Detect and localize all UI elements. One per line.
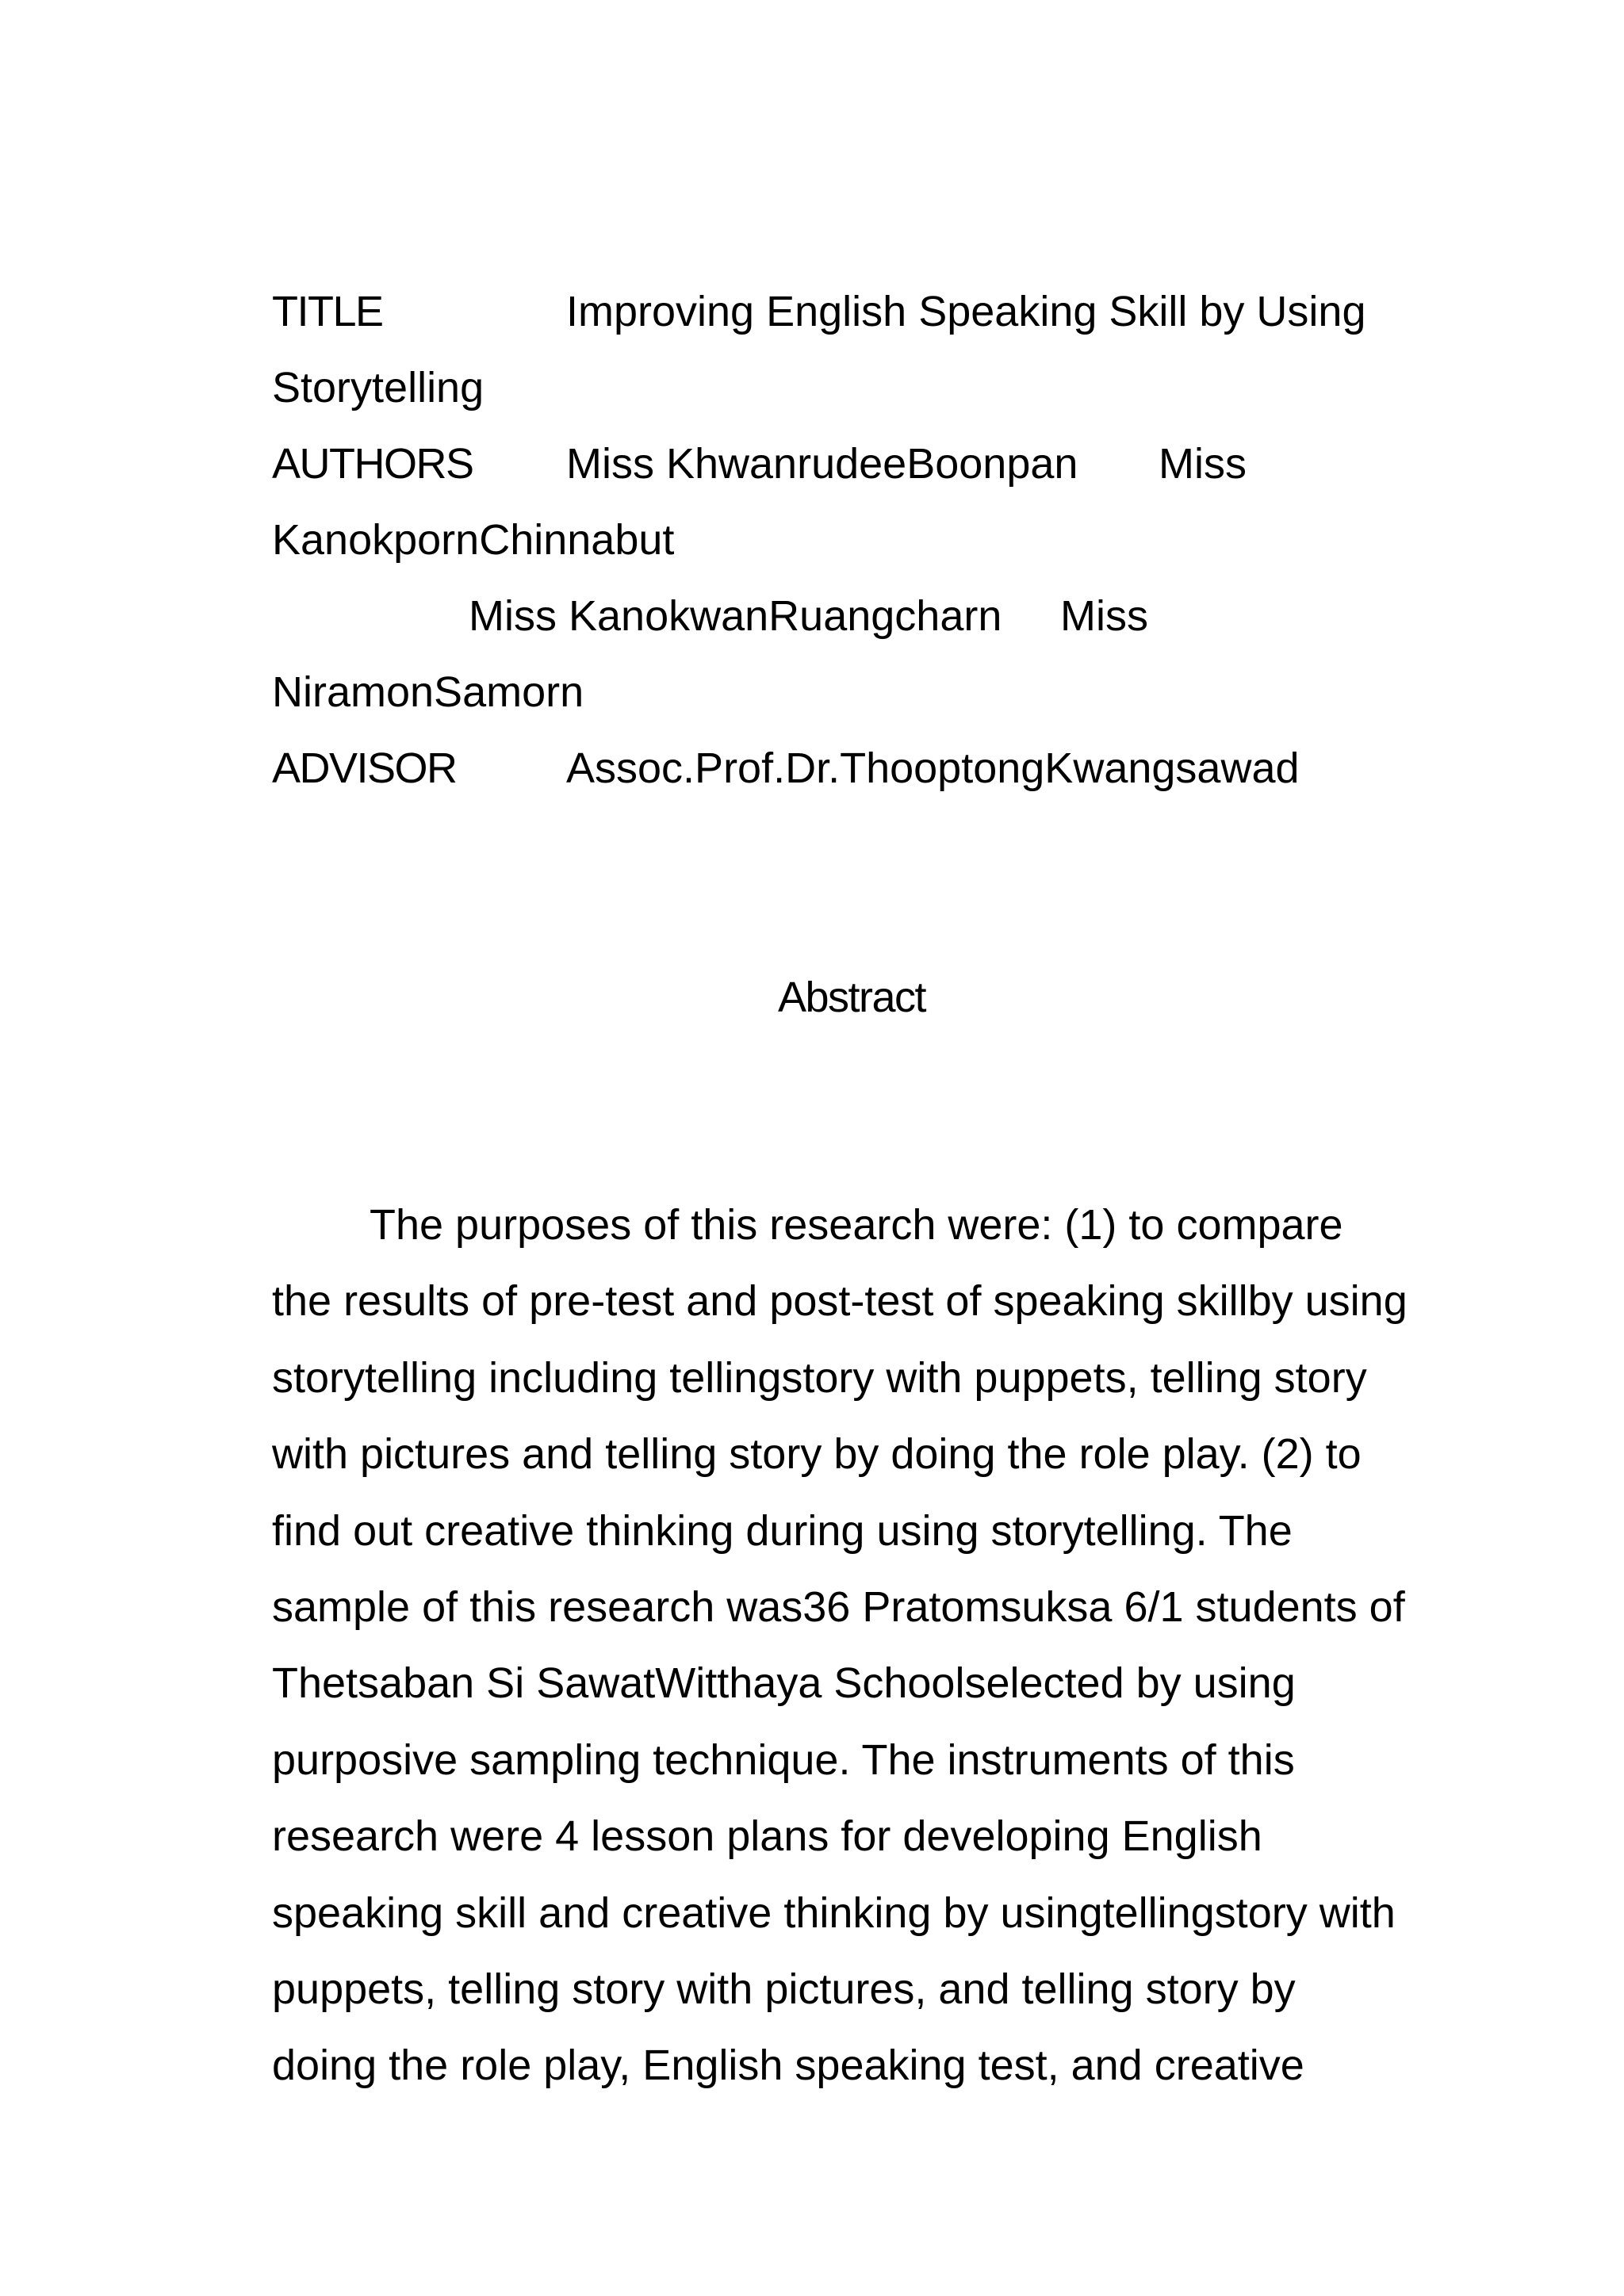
abstract-heading: Abstract (777, 974, 926, 1021)
author-3: Miss KanokwanRuangcharn (469, 592, 1002, 640)
title-text-line2: Storytelling (272, 364, 485, 411)
title-label: TITLE (272, 288, 383, 335)
author-2-prefix: Miss (1159, 440, 1247, 488)
advisor-label: ADVISOR (272, 744, 457, 792)
advisor-name: Assoc.Prof.Dr.ThooptongKwangsawad (566, 744, 1300, 792)
author-1: Miss KhwanrudeeBoonpan (566, 440, 1078, 488)
title-text-line1: Improving English Speaking Skill by Using (566, 288, 1366, 335)
abstract-body (272, 1187, 1461, 2104)
author-4-prefix: Miss (1060, 592, 1148, 640)
author-4-name: NiramonSamorn (272, 668, 584, 716)
authors-label: AUTHORS (272, 440, 473, 488)
abstract-paragraph: The purposes of this research were: (1) to compare the results of pre-test and post-test of speaking skillby using storytelling including tellingstory with puppets, telling story with pictures and telling story by doing the role play. (2) to find out creative thinking during using storytelling. The sample of this research was36 Pratomsuksa 6/1 students of Thetsaban Si SawatWitthaya Schoolselected by using purposive sampling technique. The instruments of this research were 4 lesson plans for developing English speaking skill and creative thinking by usingtellingstory with puppets, telling story with pictures, and telling story by doing the role play, English speaking test, and creative (272, 1201, 1408, 2090)
author-2-name: KanokpornChinnabut (272, 516, 675, 564)
